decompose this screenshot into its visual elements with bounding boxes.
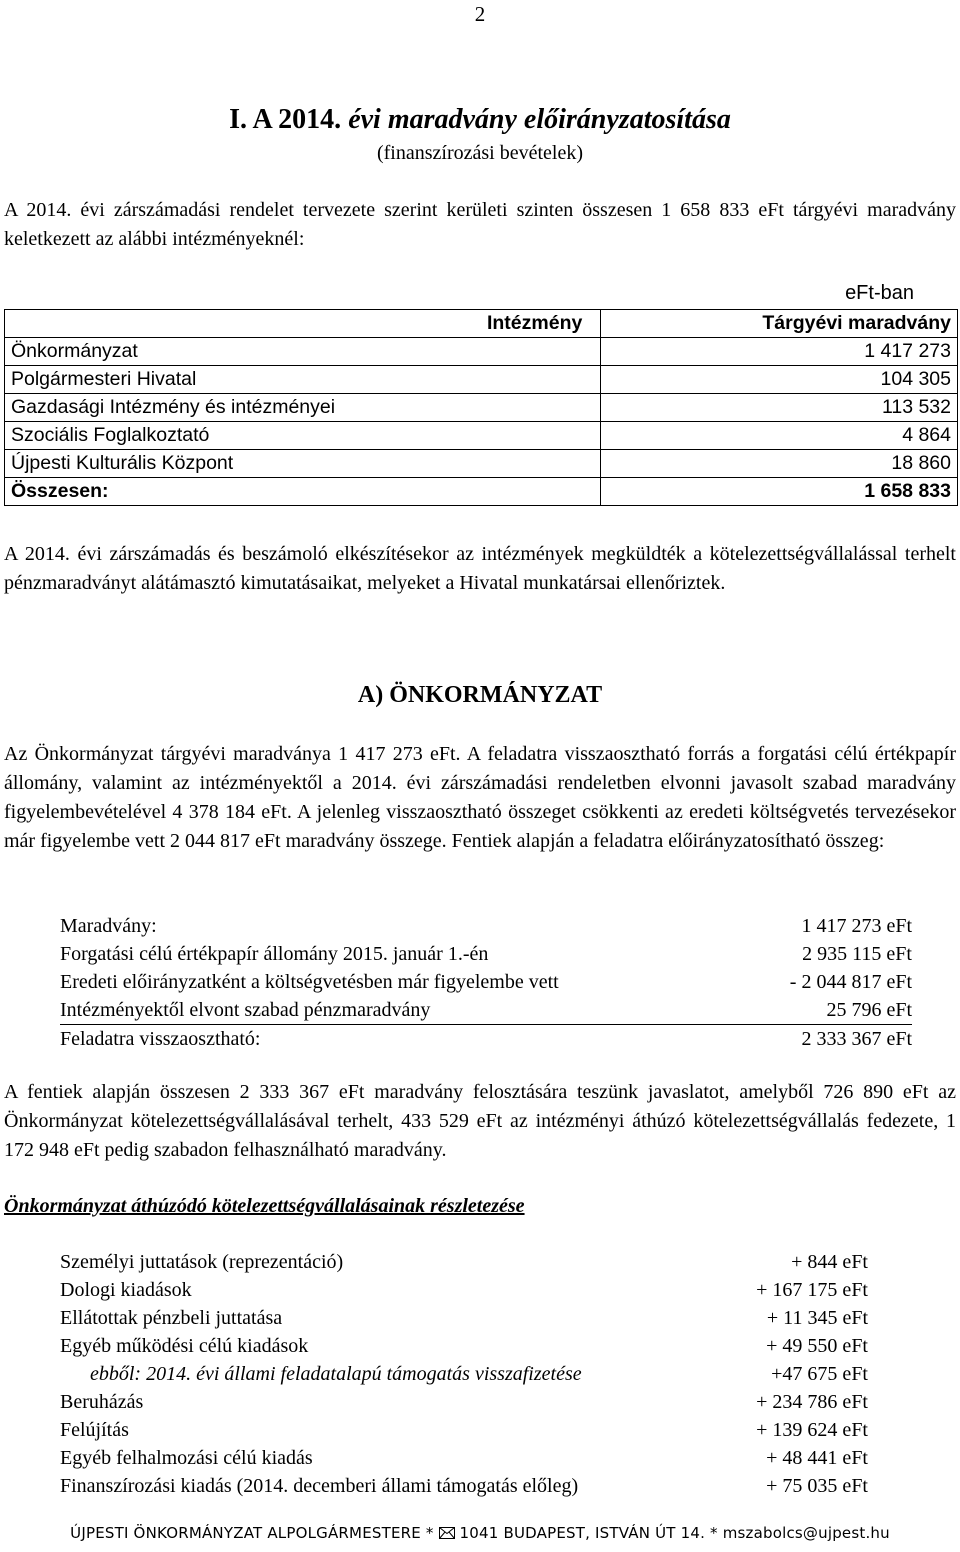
page-number: 2 — [474, 2, 486, 26]
calc-value: - 2 044 817 eFt — [789, 971, 912, 993]
commitment-value: +47 675 eFt — [771, 1363, 868, 1385]
table-row — [5, 422, 958, 450]
calc-value: 25 796 eFt — [826, 999, 912, 1021]
institution-value: 4 864 — [601, 422, 958, 450]
paragraph-proposal: A fentiek alapján összesen 2 333 367 eFt maradvány felosztására teszünk javaslatot, amelyből 726 890 eFt az Önkormányzat kötelezettségvállalásával terhelt, 433 529 eFt az intézményi áthúzó kötelezettségvállalás fedezete, 1 172 948 eFt pedig szabadon felhasználható maradvány. — [4, 1081, 956, 1161]
commitment-row — [60, 1472, 868, 1500]
calc-label: Intézményektől elvont szabad pénzmaradvány — [60, 999, 431, 1021]
commitment-value: + 844 eFt — [791, 1251, 868, 1273]
table-row — [5, 394, 958, 422]
commitment-value: + 11 345 eFt — [766, 1307, 868, 1329]
page-title — [0, 104, 960, 136]
envelope-icon — [439, 1525, 455, 1543]
header-remainder: Tárgyévi maradvány — [601, 310, 958, 338]
calc-label: Feladatra visszaosztható: — [60, 1028, 261, 1050]
calc-value: 2 935 115 eFt — [802, 943, 912, 965]
page-subtitle: (finanszírozási bevételek) — [376, 142, 583, 164]
institution-name: Gazdasági Intézmény és intézményei — [5, 394, 601, 422]
footer-left: ÚJPESTI ÖNKORMÁNYZAT ALPOLGÁRMESTERE * — [70, 1524, 434, 1542]
commitment-row — [60, 1332, 868, 1360]
commitment-label: Finanszírozási kiadás (2014. decemberi állami támogatás előleg) — [60, 1475, 579, 1497]
commitment-row — [60, 1444, 868, 1472]
calc-value: 1 417 273 eFt — [801, 915, 912, 937]
commitment-value: + 167 175 eFt — [756, 1279, 868, 1301]
institution-value: 18 860 — [601, 450, 958, 478]
title-prefix: I. A 2014. — [229, 104, 342, 135]
calc-row — [60, 940, 912, 968]
table-total-row — [5, 478, 958, 506]
commitment-label: Egyéb felhalmozási célú kiadás — [60, 1447, 313, 1469]
page-footer — [0, 1524, 960, 1543]
institutions-table — [4, 309, 958, 506]
table-header-row — [5, 310, 958, 338]
commitment-row — [60, 1416, 868, 1444]
commitment-label: Beruházás — [60, 1391, 144, 1413]
calc-row — [60, 912, 912, 940]
title-rest: évi maradvány előirányzatosítása — [348, 104, 731, 135]
footer-right: 1041 BUDAPEST, ISTVÁN ÚT 14. * mszabolcs@ujpest.hu — [459, 1524, 890, 1542]
commitment-row — [60, 1304, 868, 1332]
intro-paragraph: A 2014. évi zárszámadási rendelet tervezete szerint kerületi szinten összesen 1 658 833 eFt tárgyévi maradvány keletkezett az alábbi intézményeknél: — [4, 199, 956, 250]
calc-value: 2 333 367 eFt — [801, 1028, 912, 1050]
calc-label: Forgatási célú értékpapír állomány 2015. január 1.-én — [60, 943, 489, 965]
table-row — [5, 450, 958, 478]
commitment-subrow — [60, 1360, 868, 1388]
commitment-row — [60, 1388, 868, 1416]
section-a-heading: A) ÖNKORMÁNYZAT — [357, 682, 603, 708]
total-value: 1 658 833 — [601, 478, 958, 506]
total-label: Összesen: — [5, 478, 601, 506]
commitment-label: Dologi kiadások — [60, 1279, 192, 1301]
institution-name: Újpesti Kulturális Központ — [5, 450, 601, 478]
table-row — [5, 366, 958, 394]
commitment-label: Egyéb működési célú kiadások — [60, 1335, 309, 1357]
calc-row-result — [60, 1025, 912, 1053]
institution-name: Önkormányzat — [5, 338, 601, 366]
commitment-label: Felújítás — [60, 1419, 129, 1441]
section-b-heading: Önkormányzat áthúzódó kötelezettségvállalásainak részletezése — [4, 1195, 525, 1217]
header-institution: Intézmény — [5, 310, 601, 338]
commitment-label: ebből: 2014. évi állami feladatalapú támogatás visszafizetése — [90, 1363, 582, 1385]
institution-value: 1 417 273 — [601, 338, 958, 366]
commitment-value: + 234 786 eFt — [756, 1391, 868, 1413]
commitment-label: Ellátottak pénzbeli juttatása — [60, 1307, 283, 1329]
institution-name: Szociális Foglalkoztató — [5, 422, 601, 450]
commitment-value: + 75 035 eFt — [766, 1475, 868, 1497]
commitment-row — [60, 1276, 868, 1304]
calc-label: Eredeti előirányzatként a költségvetésben már figyelembe vett — [60, 971, 559, 993]
institution-value: 104 305 — [601, 366, 958, 394]
commitment-value: + 49 550 eFt — [766, 1335, 868, 1357]
commitment-value: + 48 441 eFt — [766, 1447, 868, 1469]
calc-row — [60, 968, 912, 996]
paragraph-municipality: Az Önkormányzat tárgyévi maradványa 1 417 273 eFt. A feladatra visszaosztható forrás a forgatási célú értékpapír állomány, valamint az intézményektől a 2014. évi zárszámadási rendeletben elvonni javasolt szabad maradvány figyelembevételével 4 378 184 eFt. A jelenleg visszaosztható összeget csökkenti az eredeti költségvetés tervezésekor már figyelembe vett 2 044 817 eFt maradvány összege. Fentiek alapján a feladatra előirányzatosítható összeg: — [4, 743, 956, 852]
calc-row-underlined — [60, 996, 912, 1025]
commitment-row — [60, 1248, 868, 1276]
commitment-label: Személyi juttatások (reprezentáció) — [60, 1251, 344, 1273]
calculation-list — [60, 912, 912, 1053]
calc-label: Maradvány: — [60, 915, 157, 937]
commitments-list — [60, 1248, 868, 1500]
paragraph-report: A 2014. évi zárszámadás és beszámoló elkészítésekor az intézmények megküldték a kötelezettségvállalással terhelt pénzmaradványt alátámasztó kimutatásaikat, melyeket a Hivatal munkatársai ellenőriztek. — [4, 543, 956, 594]
institution-name: Polgármesteri Hivatal — [5, 366, 601, 394]
unit-label: eFt-ban — [845, 282, 914, 304]
table-row — [5, 338, 958, 366]
institution-value: 113 532 — [601, 394, 958, 422]
commitment-value: + 139 624 eFt — [756, 1419, 868, 1441]
